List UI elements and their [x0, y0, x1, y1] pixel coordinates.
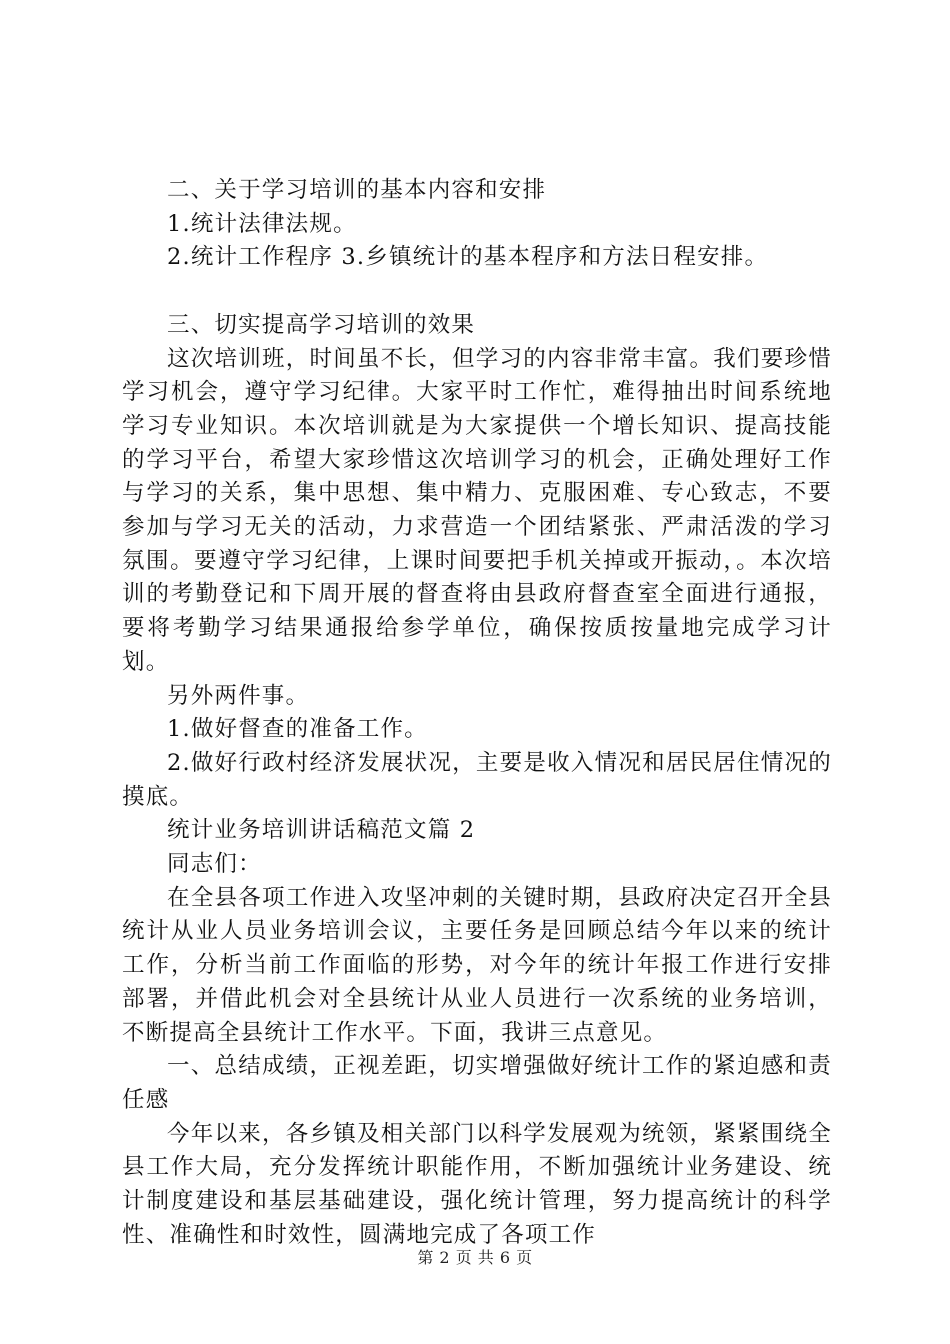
salutation: 同志们： — [167, 851, 262, 878]
paragraph-gap — [122, 275, 832, 309]
body-paragraph: 今年以来，各乡镇及相关部门以科学发展观为统领，紧紧围绕全县工作大局，充分发挥统计职能作用，不断加强统计业务建设、统计制度建设和基层基础建设，强化统计管理，努力提高统计的科学性、准确性和时效性，圆满地完成了各项工作 — [122, 1120, 832, 1248]
page-number-footer: 第 2 页 共 6 页 — [417, 1248, 533, 1267]
body-paragraph: 另外两件事。 — [167, 682, 310, 709]
section-heading-3: 三、切实提高学习培训的效果 — [167, 311, 476, 338]
list-item: 2.统计工作程序 3.乡镇统计的基本程序和方法日程安排。 — [167, 244, 769, 271]
body-paragraph: 这次培训班，时间虽不长，但学习的内容非常丰富。我们要珍惜学习机会，遵守学习纪律。大家平时工作忙，难得抽出时间系统地学习专业知识。本次培训就是为大家提供一个增长知识、提高技能的学习平台，希望大家珍惜这次培训学习的机会，正确处理好工作与学习的关系，集中思想、集中精力、克服困难、专心致志，不要参加与学习无关的活动，力求营造一个团结紧张、严肃活泼的学习氛围。要遵守学习纪律，上课时间要把手机关掉或开振动，。本次培训的考勤登记和下周开展的督查将由县政府督查室全面进行通报，要将考勤学习结果通报给参学单位，确保按质按量地完成学习计划。 — [122, 345, 832, 675]
section-heading-2: 二、关于学习培训的基本内容和安排 — [167, 177, 547, 203]
document-body — [122, 174, 832, 1252]
article-title: 统计业务培训讲话稿范文篇 2 — [167, 817, 476, 844]
body-paragraph: 在全县各项工作进入攻坚冲刺的关键时期，县政府决定召开全县统计从业人员业务培训会议，主要任务是回顾总结今年以来的统计工作，分析当前工作面临的形势，对今年的统计年报工作进行安排部署，并借此机会对全县统计从业人员进行一次系统的业务培训，不断提高全县统计工作水平。下面，我讲三点意见。 — [122, 884, 832, 1046]
section-heading-1: 一、总结成绩，正视差距，切实增强做好统计工作的紧迫感和责任感 — [122, 1053, 832, 1113]
list-item: 2.做好行政村经济发展状况，主要是收入情况和居民居住情况的摸底。 — [122, 749, 832, 810]
list-item: 1.做好督查的准备工作。 — [167, 716, 428, 743]
list-item: 1.统计法律法规。 — [167, 210, 357, 237]
